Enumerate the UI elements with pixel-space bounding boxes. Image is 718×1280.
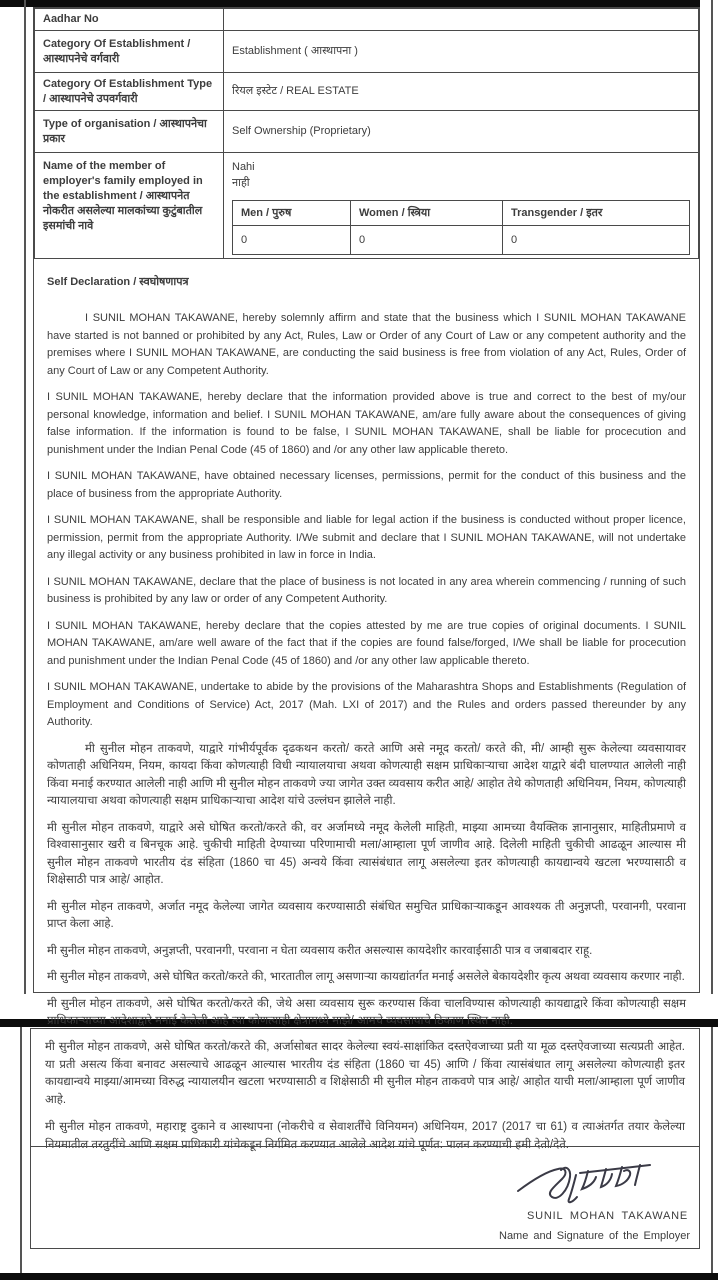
declaration-paragraph-mr-6: मी सुनील मोहन ताकवणे, असे घोषित करतो/करते की, जेथे असा व्यवसाय सुरू करण्यास किंवा चालविण्यास कोणत्याही कायद्याद्वारे किंवा कोणत्याही सक्षम प्राधिकाऱ्याच्या आदेशाद्वारे मनाई केलेली आहे त्या कोणत्याही क्षेत्रामध्ये माझे/ आमचे व्यवसायाचे ठिकाण स्थित नाही. xyxy=(47,997,686,1027)
top-scan-band xyxy=(0,0,700,7)
row-label-aadhar: Aadhar No xyxy=(35,9,224,31)
row-label-family-members: Name of the member of employer's family employed in the establishment / आस्थापनेत नोकरीत असलेल्या मालकांच्या कुटुंबातील इसमांची नावे xyxy=(35,153,224,259)
family-counts-header-row xyxy=(233,201,690,226)
page2-right-edge-line xyxy=(711,1027,713,1273)
table-row-family-members xyxy=(35,153,699,259)
signature-image xyxy=(514,1153,654,1209)
row-value-aadhar xyxy=(224,9,699,31)
table-row-category-type xyxy=(35,73,699,111)
row-value-family-members xyxy=(224,153,699,259)
family-header-women: Women / स्त्रिया xyxy=(351,201,503,226)
declaration-paragraph-en-3: I SUNIL MOHAN TAKAWANE, have obtained necessary licenses, permissions, permit for the conduct of this business and the place of business from the appropriate Authority. xyxy=(47,470,686,500)
family-count-women: 0 xyxy=(351,226,503,255)
page1-left-edge-line xyxy=(24,0,26,994)
declaration-paragraph-mr-2: मी सुनील मोहन ताकवणे, याद्वारे असे घोषित करतो/करते की, वर अर्जामध्ये नमूद केलेली माहिती, माझ्या आमच्या वैयक्तिक ज्ञानानुसार, माहितीप्रमाणे व विश्वासानुसार खरी व बिनचूक आहे. चुकीची माहिती देण्याच्या परिणामाची मला/आम्हाला पूर्ण जाणीव आहे. दिलेली माहिती चुकीची आढळून आल्यास मी सुनील मोहन ताकवणे भारतीय दंड संहिता (1860 चा 45) अन्वये किंवा त्यासंबंधात लागू असलेल्या इतर कोणत्याही कायद्यान्वये खटला भरण्यासाठी व शिक्षेसाठी पात्र आहे/ आहोत. xyxy=(47,821,686,886)
declaration-paragraph-mr-1: मी सुनील मोहन ताकवणे, याद्वारे गांभीर्यपूर्वक दृढकथन करतो/ करते आणि असे नमूद करतो/ करते की, मी/ आम्ही सुरू केलेल्या व्यवसायावर कोणताही अधिनियम, नियम, कायदा किंवा कोणत्याही विधी न्यायालयाचा अथवा कोणत्याही सक्षम प्राधिकाऱ्याचा आदेश याद्वारे बंदी घालण्यात आलेली नाही किंवा मनाई करण्यात आलेली नाही आणि मी सुनील मोहन ताकवणे ज्या जागेत उक्त व्यवसाय करीत आहे/ आहोत तेथे कोणताही अधिनियम, नियम, कोणत्याही न्यायालयाचा अथवा कोणत्याही सक्षम प्राधिकाऱ्याचा आदेश यांचे उल्लंघन झालेले नाही. xyxy=(47,742,686,807)
family-counts-value-row xyxy=(233,226,690,255)
page2-left-edge-line xyxy=(20,1027,22,1273)
table-row-organisation-type xyxy=(35,111,699,153)
row-value-category: Establishment ( आस्थापना ) xyxy=(224,31,699,73)
signature-block xyxy=(31,1146,699,1247)
declaration-paragraph-p2-2: मी सुनील मोहन ताकवणे, महाराष्ट्र दुकाने व आस्थापना (नोकरीचे व सेवाशर्तींचे विनियमन) अधिनियम, 2017 (2017 चा 61) व त्याअंतर्गत तयार केलेल्या नियमातील तरतुदींचे आणि सक्षम प्राधिकारी यांचेकडून निर्गमित करण्यात आलेले आदेश यांचे पूर्णत: पालन करण्याची हमी देतो/देते. xyxy=(45,1121,685,1151)
table-row-aadhar xyxy=(35,9,699,31)
declaration-paragraph-en-4: I SUNIL MOHAN TAKAWANE, shall be responsible and liable for legal action if the business is conducted without proper licence, permission, permit from the appropriate Authority. I/We submit and declare that I SUNIL MOHAN TAKAWANE, will not undertake any illegal activity or any business prohibited in law in force in India. xyxy=(47,514,686,561)
row-label-category-type: Category Of Establishment Type / आस्थापनेचे उपवर्गवारी xyxy=(35,73,224,111)
self-declaration-heading: Self Declaration / स्वघोषणापत्र xyxy=(47,276,189,288)
bottom-scan-band xyxy=(0,1273,718,1280)
row-value-category-type: रियल इस्टेट / REAL ESTATE xyxy=(224,73,699,111)
declaration-paragraph-en-6: I SUNIL MOHAN TAKAWANE, hereby declare that the copies attested by me are true copies of original documents. I SUNIL MOHAN TAKAWANE, am/are well aware of the fact that if the copies are found false/forged, I/We shall be liable for procecution and punishment under the Indian Penal Code (45 of 1860) and /or any other law applicable thereto. xyxy=(47,619,686,667)
signature-name: SUNIL MOHAN TAKAWANE xyxy=(527,1210,688,1222)
page1-right-edge-line xyxy=(711,0,713,994)
declaration-paragraph-en-1: I SUNIL MOHAN TAKAWANE, hereby solemnly affirm and state that the business which I SUNIL MOHAN TAKAWANE have started is not banned or prohibited by any Act, Rules, Law or Order of any Court of Law or any competent authority and the premises where I SUNIL MOHAN TAKAWANE, are conducting the said business is free from violation of any Act, Rules, Order of any Court of Law or any Competent Authority. xyxy=(47,312,686,377)
declaration-paragraph-en-7: I SUNIL MOHAN TAKAWANE, undertake to abide by the provisions of the Maharashtra Shops and Establishments (Regulation of Employment and Conditions of Service) Act, 2017 (Mah. LXI of 2017) and the Rules and orders passed thereunder by any Authority. xyxy=(47,681,686,728)
declaration-paragraph-en-2: I SUNIL MOHAN TAKAWANE, hereby declare that the information provided above is true and correct to the best of my/our personal knowledge, information and belief. I SUNIL MOHAN TAKAWANE, am/are fully aware about the consequences of giving false information. If the information is found to be false, I SUNIL MOHAN TAKAWANE, shall be liable for procecution and punishment under the Indian Penal Code (45 of 1860) and /or any other law applicable thereto. xyxy=(47,391,686,456)
declaration-paragraph-mr-4: मी सुनील मोहन ताकवणे, अनुज्ञप्ती, परवानगी, परवाना न घेता व्यवसाय करीत असल्यास कायदेशीर कारवाईसाठी पात्र व जबाबदार राहू. xyxy=(47,944,593,957)
declaration-paragraph-mr-5: मी सुनील मोहन ताकवणे, असे घोषित करतो/करते की, भारतातील लागू असणाऱ्या कायद्यांतर्गत मनाई असलेले बेकायदेशीर कृत्य अथवा व्यवसाय करणार नाही. xyxy=(47,971,685,983)
row-value-organisation-type: Self Ownership (Proprietary) xyxy=(224,111,699,153)
family-members-value-mr: नाही xyxy=(232,177,250,189)
row-label-organisation-type: Type of organisation / आस्थापनेचा प्रकार xyxy=(35,111,224,153)
signature-caption: Name and Signature of the Employer xyxy=(499,1230,690,1242)
family-count-transgender: 0 xyxy=(503,226,690,255)
family-counts-table xyxy=(232,200,690,255)
family-count-men: 0 xyxy=(233,226,351,255)
family-members-value-en: Nahi xyxy=(232,161,255,173)
document-page-2 xyxy=(30,1028,700,1249)
document-page-1 xyxy=(33,7,700,1027)
row-label-category: Category Of Establishment / आस्थापनेचे वर्गवारी xyxy=(35,31,224,73)
table-row-category xyxy=(35,31,699,73)
page2-declaration-text xyxy=(31,1029,699,1151)
self-declaration-section xyxy=(34,259,699,1031)
declaration-paragraph-mr-3: मी सुनील मोहन ताकवणे, अर्जात नमूद केलेल्या जागेत व्यवसाय करण्यासाठी संबंधित समुचित प्राधिकाऱ्याकडून आवश्यक ती अनुज्ञप्ती, परवानगी, परवाना प्राप्त केला आहे. xyxy=(47,900,686,930)
declaration-paragraph-p2-1: मी सुनील मोहन ताकवणे, असे घोषित करतो/करते की, अर्जासोबत सादर केलेल्या स्वयं-साक्षांकित दस्तऐवजाच्या प्रती या मूळ दस्तऐवजाच्या सत्यप्रती आहेत. या प्रती असत्य किंवा बनावट असल्याचे आढळून आल्यास भारतीय दंड संहिता (1860 चा 45) आणि / किंवा त्यासंबंधात लागू असलेल्या कोणत्याही इतर कायद्यान्वये माझ्या/आमच्या विरुद्ध न्यायालयीन खटला भरण्यासाठी व शिक्षेसाठी मी सुनील मोहन ताकवणे पात्र आहे/ आहोत याची मला/आम्हाला पूर्ण जाणीव आहे. xyxy=(45,1041,685,1106)
family-header-transgender: Transgender / इतर xyxy=(503,201,690,226)
declaration-paragraph-en-5: I SUNIL MOHAN TAKAWANE, declare that the place of business is not located in any area wherein commencing / running of such business is prohibited by any law or order of any Competent Authority. xyxy=(47,575,686,605)
establishment-info-table xyxy=(34,8,699,259)
family-header-men: Men / पुरुष xyxy=(233,201,351,226)
